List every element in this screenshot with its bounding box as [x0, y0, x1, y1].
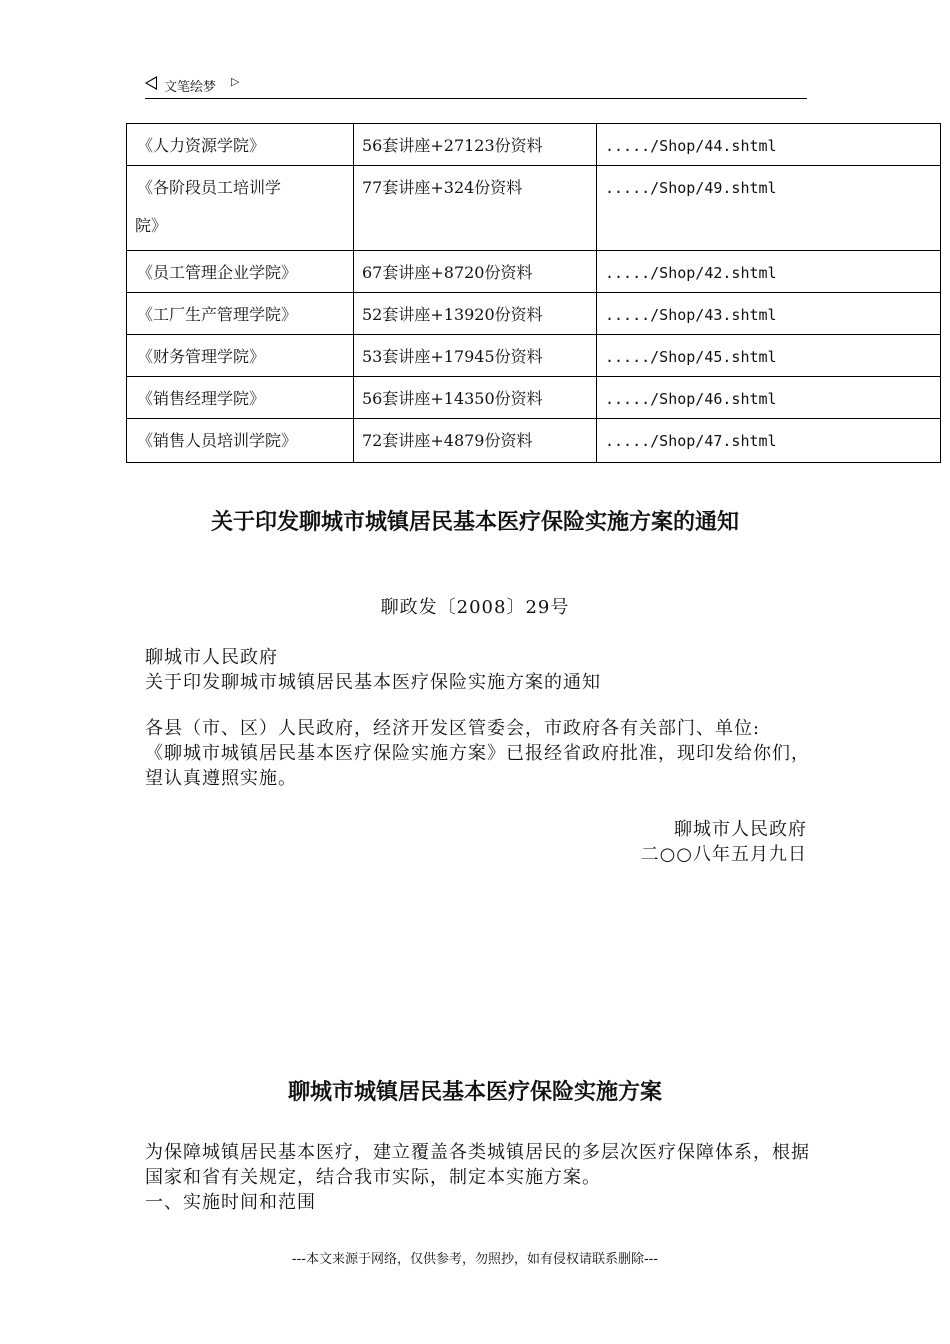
course-content: 52套讲座+13920份资料 — [354, 293, 597, 335]
table-row — [127, 335, 941, 377]
course-name: 《销售人员培训学院》 — [127, 419, 354, 463]
triangle-left-icon — [145, 76, 157, 90]
page-footer: ---本文来源于网络，仅供参考，勿照抄，如有侵权请联系删除--- — [291, 1252, 659, 1267]
notice-letter — [145, 716, 815, 791]
plan-intro: 为保障城镇居民基本医疗，建立覆盖各类城镇居民的多层次医疗保障体系，根据国家和省有关规定，结合我市实际，制定本实施方案。 — [145, 1142, 810, 1188]
issuer-name: 聊城市人民政府 — [145, 647, 278, 668]
table-row — [127, 251, 941, 293]
course-link[interactable]: ...../Shop/43.shtml — [597, 293, 941, 335]
triangle-right-icon: ▷ — [231, 75, 240, 88]
course-link[interactable]: ...../Shop/47.shtml — [597, 419, 941, 463]
signature-date: 二○○八年五月九日 — [640, 844, 807, 865]
course-name: 《销售经理学院》 — [127, 377, 354, 419]
notice-body: 《聊城市城镇居民基本医疗保险实施方案》已报经省政府批准，现印发给你们，望认真遵照实施。 — [145, 743, 810, 789]
notice-subject: 关于印发聊城市城镇居民基本医疗保险实施方案的通知 — [145, 672, 601, 693]
section-heading: 一、实施时间和范围 — [145, 1192, 316, 1213]
course-link[interactable]: ...../Shop/49.shtml — [597, 166, 941, 251]
notice-title: 关于印发聊城市城镇居民基本医疗保险实施方案的通知 — [210, 510, 739, 535]
table-row — [127, 377, 941, 419]
course-link[interactable]: ...../Shop/45.shtml — [597, 335, 941, 377]
course-table — [126, 123, 941, 463]
course-link[interactable]: ...../Shop/44.shtml — [597, 124, 941, 166]
course-content: 77套讲座+324份资料 — [354, 166, 597, 251]
table-row — [127, 293, 941, 335]
table-row — [127, 124, 941, 166]
table-row — [127, 166, 941, 251]
page-header — [145, 70, 807, 99]
course-name: 《人力资源学院》 — [127, 124, 354, 166]
course-name — [127, 166, 354, 251]
header-brand: 文笔绘梦 — [164, 80, 217, 95]
course-content: 56套讲座+14350份资料 — [354, 377, 597, 419]
course-name: 《财务管理学院》 — [127, 335, 354, 377]
course-content: 67套讲座+8720份资料 — [354, 251, 597, 293]
course-link[interactable]: ...../Shop/46.shtml — [597, 377, 941, 419]
course-link[interactable]: ...../Shop/42.shtml — [597, 251, 941, 293]
course-name: 《员工管理企业学院》 — [127, 251, 354, 293]
course-name: 《工厂生产管理学院》 — [127, 293, 354, 335]
notice-recipients: 各县（市、区）人民政府，经济开发区管委会，市政府各有关部门、单位: — [145, 718, 761, 739]
course-content: 56套讲座+27123份资料 — [354, 124, 597, 166]
course-name-line1: 《各阶段员工培训学 — [137, 178, 282, 197]
document-number: 聊政发〔2008〕29号 — [380, 597, 570, 618]
course-name-line2: 院》 — [135, 216, 168, 235]
table-row — [127, 419, 941, 463]
course-content: 72套讲座+4879份资料 — [354, 419, 597, 463]
plan-title: 聊城市城镇居民基本医疗保险实施方案 — [287, 1080, 662, 1105]
signature-name: 聊城市人民政府 — [674, 819, 807, 840]
plan-intro-block — [145, 1140, 815, 1215]
course-content: 53套讲座+17945份资料 — [354, 335, 597, 377]
notice-header-block — [145, 645, 815, 695]
